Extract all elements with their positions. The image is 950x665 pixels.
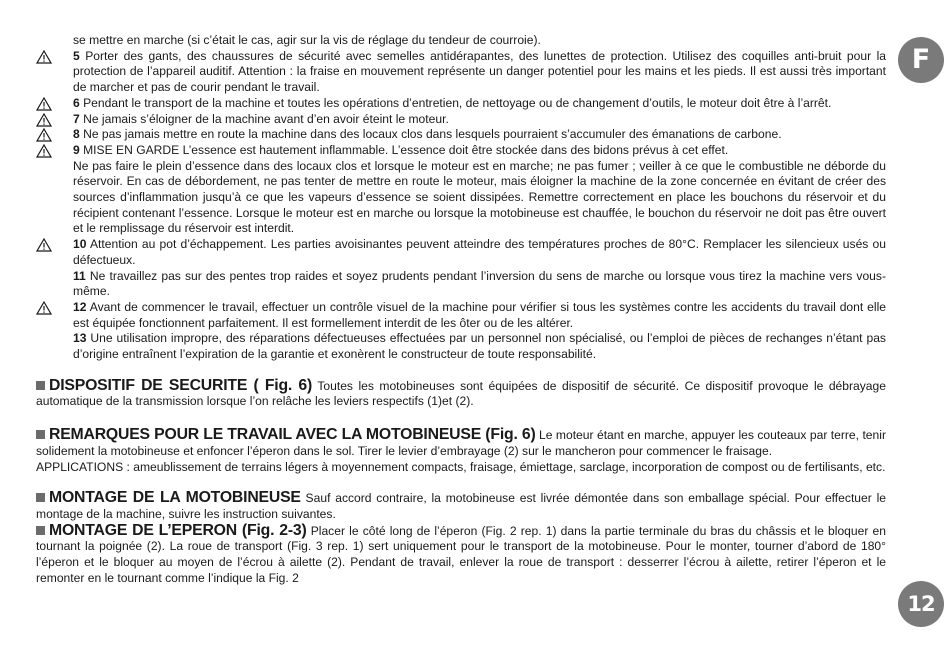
page-content xyxy=(36,33,886,587)
warning-item-6 xyxy=(36,96,886,112)
applications-text: APPLICATIONS : ameublissement de terrains légers à moyennement compacts, fraisage, émiettage, sarclage, incorporation de compost ou de fertilisants, etc. xyxy=(36,459,886,474)
warning-item-9-continuation xyxy=(36,159,886,238)
page-number-badge: 12 xyxy=(898,581,944,627)
warning-text: Ne pas faire le plein d’essence dans des locaux clos et lorsque le moteur est en marche; ne pas fumer ; veiller à ce que le combustible ne déborde du réservoir. En cas de débordement, ne pas tenter de mettre en route le moteur, mais éloigner la machine de la zone concernée en évitant de créer des sources d’inflammation jusqu’à ce que les vapeurs d’essence se soient dissipées. Remettre correctement en place les bouchons du réservoir et du récipient contenant l’essence. Lorsque le moteur est en marche ou lorsque la motobineuse est chauffée, le bouchon du réservoir ne doit pas être ouvert et le remplissage du réservoir est interdit. xyxy=(73,158,886,236)
section-dispositif-securite xyxy=(36,378,886,410)
section-text: Toutes les motobineuses sont équipées de dispositif de sécurité. Ce dispositif provoque le débrayage automatique de la transmission lorsque l’on relâche les leviers respectifs (1)et (2). xyxy=(36,378,886,409)
warning-item-9 xyxy=(36,143,886,159)
warning-item-5 xyxy=(36,49,886,96)
warning-number: 9 xyxy=(73,142,80,157)
warning-number: 8 xyxy=(73,127,80,142)
warning-text: Porter des gants, des chaussures de sécurité avec semelles antidérapantes, des lunettes de protection. Utilisez des coquilles anti-bruit pour la protection de l’appareil auditif. Attention : la fraise en mouvement représente un danger potentiel pour les mains et les pieds. Il est aussi très important de marcher et pas de courir pendant le travail. xyxy=(73,48,886,95)
bullet-square-icon xyxy=(36,526,45,535)
warning-item-continuation xyxy=(36,33,886,49)
warning-text: Ne pas jamais mettre en route la machine dans des locaux clos dans lesquels pourraient s’accumuler des émanations de carbone. xyxy=(83,127,782,142)
bullet-square-icon xyxy=(36,381,45,390)
warning-text: Ne travaillez pas sur des pentes trop raides et soyez prudents pendant l’inversion du sens de marche ou lorsque vous tirez la machine vers vous-même. xyxy=(73,268,886,299)
warning-text: Avant de commencer le travail, effectuer un contrôle visuel de la machine pour vérifier si tous les systèmes contre les accidents du travail dont elle est équipée fonctionnent parfaitement. Il est formellement interdit de les ôter ou de les altérer. xyxy=(73,299,886,330)
warning-triangle-icon xyxy=(36,144,52,158)
bullet-square-icon xyxy=(36,493,45,502)
warning-text: Pendant le transport de la machine et toutes les opérations d’entretien, de nettoyage ou de changement d’outils, le moteur doit être à l’arrêt. xyxy=(83,95,832,110)
warning-number: 12 xyxy=(73,299,87,314)
section-heading: REMARQUES POUR LE TRAVAIL AVEC LA MOTOBINEUSE (Fig. 6) xyxy=(49,426,536,444)
warning-text: se mettre en marche (si c’était le cas, agir sur la vis de réglage du tendeur de courroie). xyxy=(73,33,541,47)
warning-number: 11 xyxy=(73,268,86,283)
language-badge: F xyxy=(898,37,944,83)
warning-number: 7 xyxy=(73,111,80,126)
section-heading: DISPOSITIF DE SECURITE ( Fig. 6) xyxy=(49,376,313,394)
section-montage-motobineuse xyxy=(36,490,886,522)
section-heading: MONTAGE DE LA MOTOBINEUSE xyxy=(49,489,301,507)
warning-triangle-icon xyxy=(36,97,52,111)
section-remarques xyxy=(36,427,886,459)
warning-number: 6 xyxy=(73,95,80,110)
warning-item-11 xyxy=(36,269,886,300)
bullet-square-icon xyxy=(36,430,45,439)
warning-item-10 xyxy=(36,237,886,268)
warning-item-12 xyxy=(36,300,886,331)
warning-triangle-icon xyxy=(36,113,52,127)
section-montage-eperon xyxy=(36,523,886,587)
warning-item-7 xyxy=(36,112,886,128)
warning-text: Ne jamais s’éloigner de la machine avant d’en avoir éteint le moteur. xyxy=(83,111,449,126)
section-text: Le moteur étant en marche, appuyer les couteaux par terre, tenir solidement la motobineuse et enfoncer l’éperon dans le sol. Tirer le levier d’embrayage (2) sur le mancheron pour commencer le fraisage. xyxy=(36,428,886,458)
section-heading: MONTAGE DE L’EPERON (Fig. 2-3) xyxy=(49,521,307,539)
warning-triangle-icon xyxy=(36,238,52,252)
warning-text: MISE EN GARDE L’essence est hautement inflammable. L’essence doit être stockée dans des bidons prévus à cet effet. xyxy=(83,142,729,157)
warning-triangle-icon xyxy=(36,301,52,315)
warning-triangle-icon xyxy=(36,50,52,64)
warning-number: 5 xyxy=(73,48,80,63)
warning-number: 10 xyxy=(73,237,87,252)
section-applications xyxy=(36,460,886,476)
section-text: Placer le côté long de l’éperon (Fig. 2 rep. 1) dans la partie terminale du bras du châssis et le bloquer en tournant la poignée (2). La roue de transport (Fig. 3 rep. 1) sert uniquement pour le transport de la motobineuse. Pour le monter, tourner d’abord de 180° l’éperon et le bloquer au moyen de l’écrou à ailette (2). Pendant de travail, enlever la roue de transport : desserrer l’écrou à ailette, retirer l’éperon et le remonter en le tournant comme l’indique la Fig. 2 xyxy=(36,523,886,585)
warning-item-13 xyxy=(36,331,886,362)
section-text: Sauf accord contraire, la motobineuse est livrée démontée dans son emballage spécial. Pour effectuer le montage de la machine, suivre les instruction suivantes. xyxy=(36,491,886,521)
warning-item-8 xyxy=(36,127,886,143)
warning-text: Une utilisation impropre, des réparations défectueuses effectuées par un personnel non spécialisé, ou l’emploi de pièces de rechanges n’étant pas d’origine entraînent l’expiration de la garantie et exonèrent le constructeur de toute responsabilité. xyxy=(73,331,886,362)
warning-triangle-icon xyxy=(36,128,52,142)
warning-text: Attention au pot d’échappement. Les parties avoisinantes peuvent atteindre des températures proches de 80°C. Remplacer les silencieux usés ou défectueux. xyxy=(73,237,886,267)
warning-number: 13 xyxy=(73,331,87,346)
